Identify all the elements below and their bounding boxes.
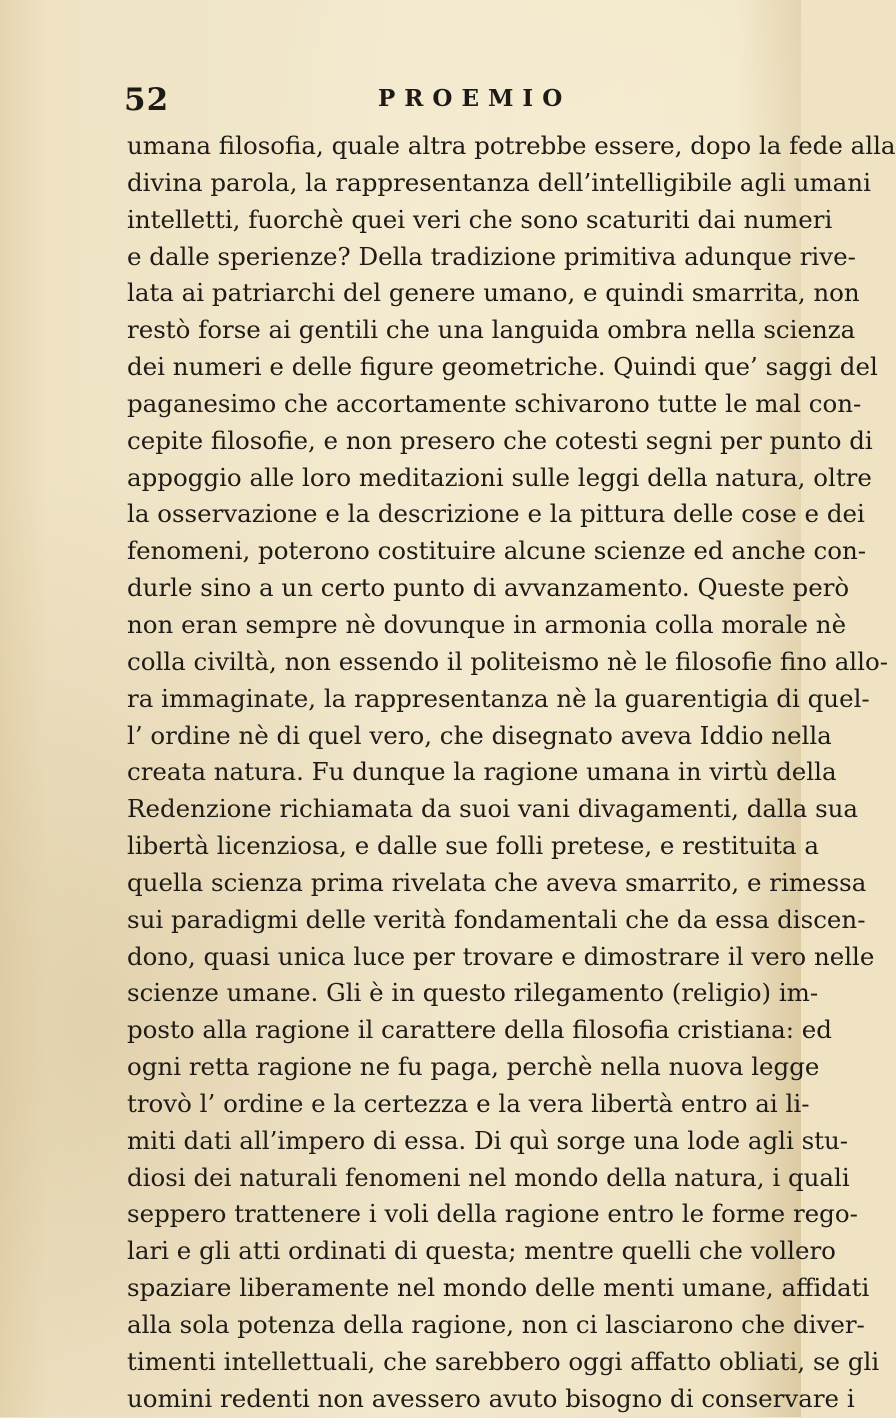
page-number: 52 [124, 82, 170, 118]
text-line: libertà licenziosa, e dalle sue folli pretese, e restituita a [127, 831, 819, 861]
text-line: alla sola potenza della ragione, non ci lasciarono che diver- [127, 1310, 865, 1339]
text-line: spaziare liberamente nel mondo delle menti umane, affidati [127, 1273, 870, 1303]
text-line: fenomeni, poterono costituire alcune scienze ed anche con- [127, 536, 867, 566]
text-line: appoggio alle loro meditazioni sulle leggi della natura, oltre [127, 462, 872, 492]
text-line: dono, quasi unica luce per trovare e dimostrare il vero nelle [127, 941, 875, 971]
text-line: umana filosofia, quale altra potrebbe essere, dopo la fede alla [127, 131, 896, 160]
text-line: e dalle sperienze? Della tradizione primitiva adunque rive- [127, 241, 856, 271]
text-line: ogni retta ragione ne fu paga, perchè nella nuova legge [127, 1052, 820, 1082]
text-line: cepite filosofie, e non presero che cotesti segni per punto di [127, 425, 873, 455]
running-head: PROEMIO [378, 85, 572, 112]
text-line: lari e gli atti ordinati di questa; mentre quelli che vollero [127, 1236, 836, 1266]
text-line: seppero trattenere i voli della ragione entro le forme rego- [127, 1199, 858, 1229]
text-line: quella scienza prima rivelata che aveva smarrito, e rimessa [127, 867, 867, 897]
text-line: restò forse ai gentili che una languida ombra nella scienza [127, 315, 856, 345]
text-line: paganesimo che accortamente schivarono tutte le mal con- [127, 388, 862, 418]
text-line: durle sino a un certo punto di avvanzamento. Queste però [127, 573, 850, 603]
text-line: uomini redenti non avessero avuto bisogno di conservare i [127, 1383, 855, 1413]
text-line: l’ ordine nè di quel vero, che disegnato aveva Iddio nella [127, 720, 832, 750]
page-header [120, 82, 760, 126]
text-line: sui paradigmi delle verità fondamentali che da essa discen- [127, 904, 866, 934]
text-line: colla civiltà, non essendo il politeismo nè le filosofie fino allo- [127, 646, 888, 676]
text-line: posto alla ragione il carattere della filosofia cristiana: ed [127, 1015, 832, 1045]
text-line: la osservazione e la descrizione e la pittura delle cose e dei [127, 499, 865, 529]
text-line: scienze umane. Gli è in questo rilegamento (religio) im- [127, 978, 819, 1008]
text-line: ra immaginate, la rappresentanza nè la guarentigia di quel- [127, 683, 870, 713]
text-line: non eran sempre nè dovunque in armonia colla morale nè [127, 609, 847, 639]
text-line: miti dati all’impero di essa. Di quì sorge una lode agli stu- [127, 1125, 849, 1155]
text-line: timenti intellettuali, che sarebbero oggi affatto obliati, se gli [127, 1346, 880, 1376]
text-line: trovò l’ ordine e la certezza e la vera libertà entro ai li- [127, 1088, 810, 1118]
text-line: lata ai patriarchi del genere umano, e quindi smarrita, non [127, 278, 860, 308]
text-line: divina parola, la rappresentanza dell’intelligibile agli umani [127, 167, 871, 197]
text-line: diosi dei naturali fenomeni nel mondo della natura, i quali [127, 1162, 850, 1192]
text-line: Redenzione richiamata da suoi vani divagamenti, dalla sua [127, 794, 859, 824]
text-line: dei numeri e delle figure geometriche. Quindi que’ saggi del [127, 352, 878, 382]
text-line: creata natura. Fu dunque la ragione umana in virtù della [127, 757, 837, 787]
body-text [127, 128, 896, 1418]
text-line: intelletti, fuorchè quei veri che sono scaturiti dai numeri [127, 204, 833, 234]
